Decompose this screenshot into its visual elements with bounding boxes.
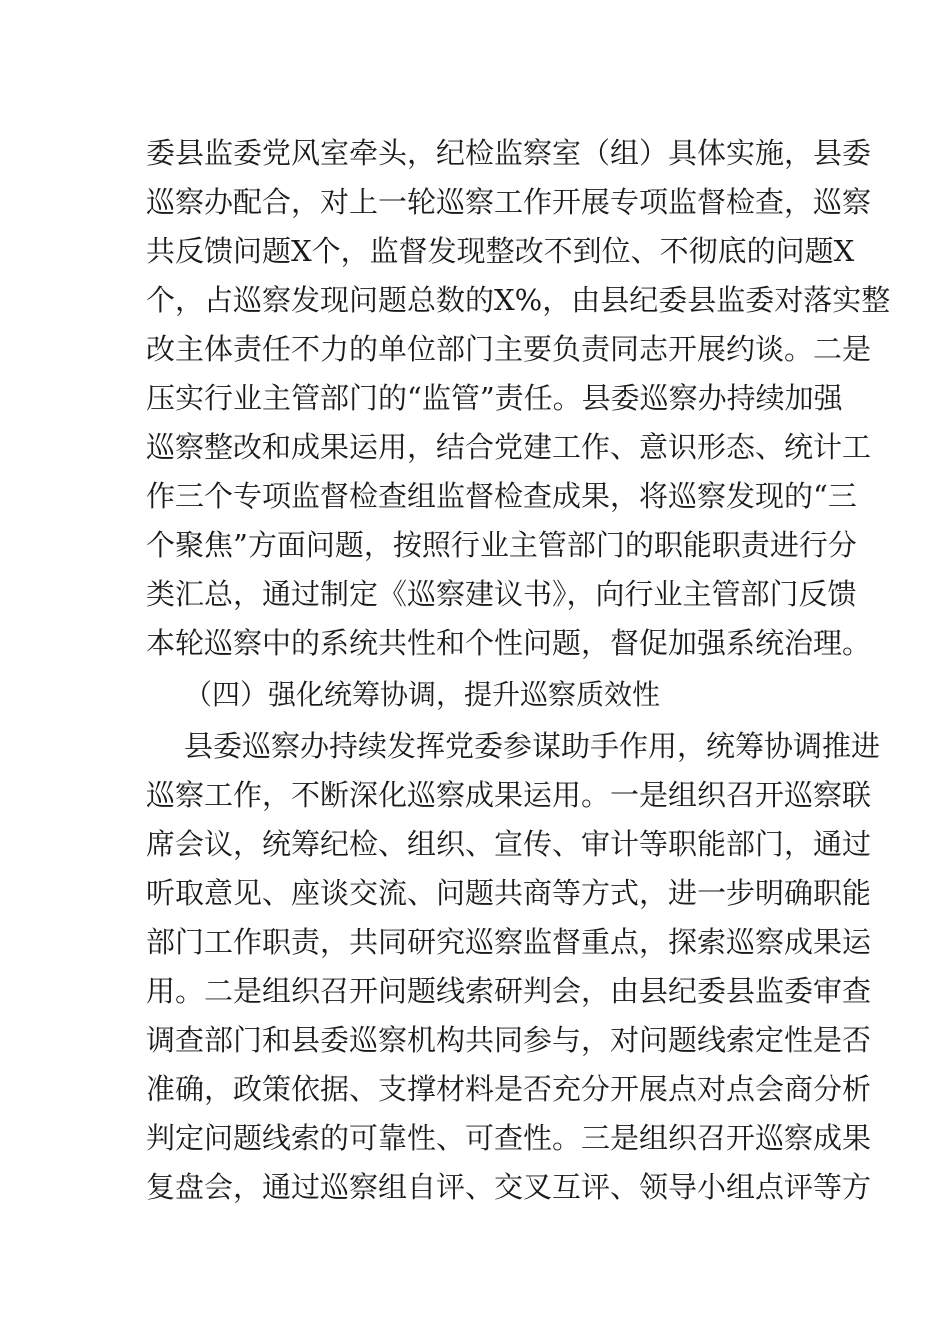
section-heading: （四）强化统筹协调，提升巡察质效性 bbox=[184, 678, 661, 711]
text-line: 个，占巡察发现问题总数的X%，由县纪委县监委对落实整 bbox=[146, 283, 891, 317]
text-line: 巡察工作，不断深化巡察成果运用。一是组织召开巡察联 bbox=[146, 778, 872, 812]
text-line: 听取意见、座谈交流、问题共商等方式，进一步明确职能 bbox=[146, 876, 872, 910]
text-line: 复盘会，通过巡察组自评、交叉互评、领导小组点评等方 bbox=[146, 1170, 872, 1204]
text-line: 巡察办配合，对上一轮巡察工作开展专项监督检查，巡察 bbox=[146, 185, 872, 219]
text-line: 准确，政策依据、支撑材料是否充分开展点对点会商分析 bbox=[146, 1072, 872, 1106]
text-line: 委县监委党风室牵头，纪检监察室（组）具体实施，县委 bbox=[146, 136, 872, 170]
text-line: 县委巡察办持续发挥党委参谋助手作用，统筹协调推进 bbox=[184, 729, 881, 763]
text-line: 作三个专项监督检查组监督检查成果，将巡察发现的“三 bbox=[146, 479, 857, 513]
text-line: 共反馈问题X个，监督发现整改不到位、不彻底的问题X bbox=[146, 234, 855, 268]
text-line: 压实行业主管部门的“监管”责任。县委巡察办持续加强 bbox=[146, 381, 843, 415]
text-line: 调查部门和县委巡察机构共同参与，对问题线索定性是否 bbox=[146, 1023, 872, 1057]
text-line: 用。二是组织召开问题线索研判会，由县纪委县监委审查 bbox=[146, 974, 872, 1008]
text-line: 巡察整改和成果运用，结合党建工作、意识形态、统计工 bbox=[146, 430, 872, 464]
text-line: 席会议，统筹纪检、组织、宣传、审计等职能部门，通过 bbox=[146, 827, 872, 861]
text-line: 部门工作职责，共同研究巡察监督重点，探索巡察成果运 bbox=[146, 925, 872, 959]
text-line: 个聚焦”方面问题，按照行业主管部门的职能职责进行分 bbox=[146, 528, 857, 562]
text-line: 类汇总，通过制定《巡察建议书》，向行业主管部门反馈 bbox=[146, 577, 857, 611]
text-line: 改主体责任不力的单位部门主要负责同志开展约谈。二是 bbox=[146, 332, 872, 366]
text-line: 本轮巡察中的系统共性和个性问题，督促加强系统治理。 bbox=[146, 626, 872, 660]
text-line: 判定问题线索的可靠性、可查性。三是组织召开巡察成果 bbox=[146, 1121, 872, 1155]
